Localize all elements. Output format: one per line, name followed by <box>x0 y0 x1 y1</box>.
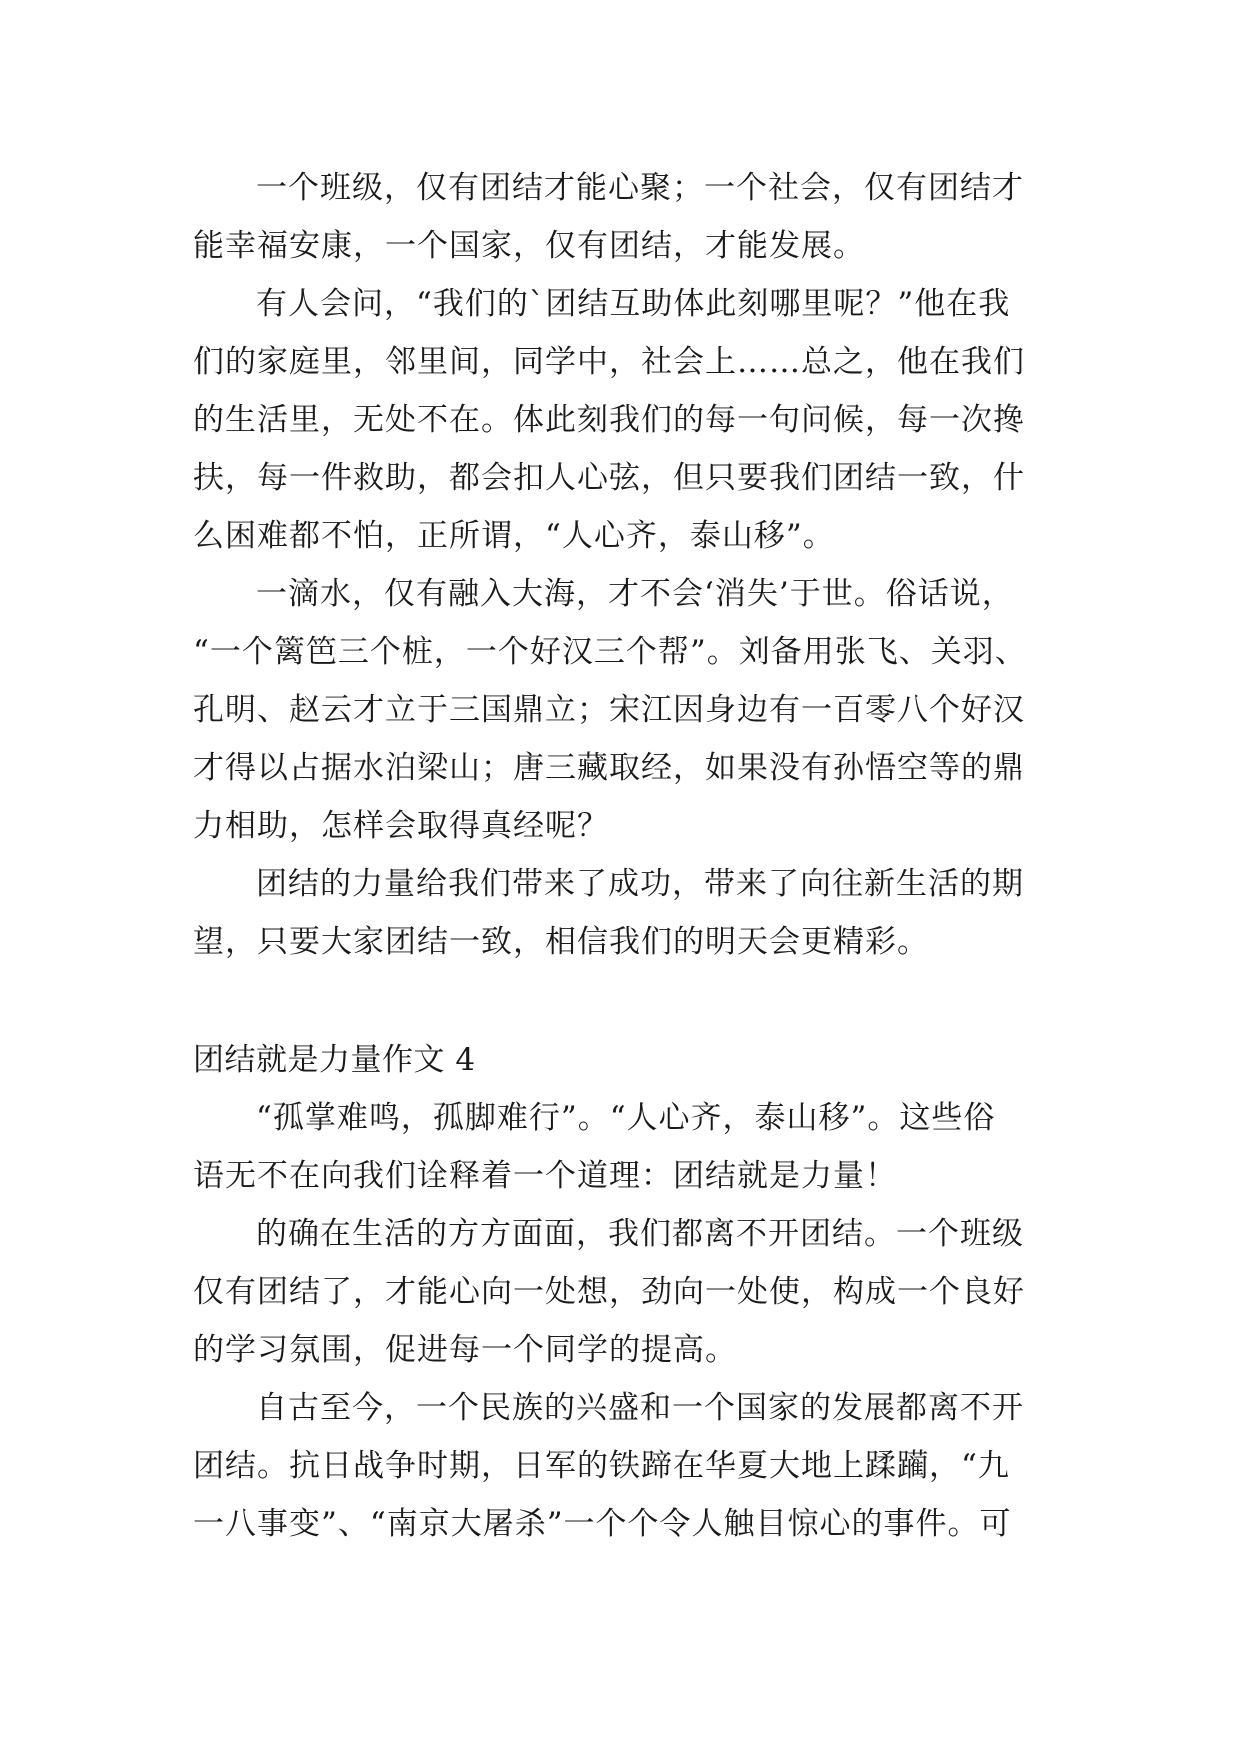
text-line: 扶，每一件救助，都会扣人心弦，但只要我们团结一致，什 <box>193 460 1025 496</box>
text-line: “一个篱笆三个桩，一个好汉三个帮”。刘备用张飞、关羽、 <box>193 634 1027 670</box>
text-line: 孔明、赵云才立于三国鼎立；宋江因身边有一百零八个好汉 <box>193 692 1025 728</box>
text-line: 么困难都不怕，正所谓，“人心齐，泰山移”。 <box>193 518 835 554</box>
text-line: 的确在生活的方方面面，我们都离不开团结。一个班级 <box>256 1216 1024 1252</box>
text-line: 望，只要大家团结一致，相信我们的明天会更精彩。 <box>193 924 929 960</box>
text-line: 力相助，怎样会取得真经呢？ <box>193 808 609 844</box>
text-line: 的生活里，无处不在。体此刻我们的每一句问候，每一次搀 <box>193 402 1025 438</box>
section-heading: 团结就是力量作文 4 <box>193 1042 476 1078</box>
text-line: 能幸福安康，一个国家，仅有团结，才能发展。 <box>193 228 865 264</box>
text-line: 们的家庭里，邻里间，同学中，社会上……总之，他在我们 <box>193 344 1025 380</box>
text-line: “孤掌难鸣，孤脚难行”。“人心齐，泰山移”。这些俗 <box>256 1100 996 1136</box>
text-line: 仅有团结了，才能心向一处想，劲向一处使，构成一个良好 <box>193 1274 1025 1310</box>
text-line: 团结的力量给我们带来了成功，带来了向往新生活的期 <box>256 866 1024 902</box>
text-line: 有人会问，“我们的`团结互助体此刻哪里呢？”他在我 <box>256 286 1011 322</box>
text-line: 自古至今，一个民族的兴盛和一个国家的发展都离不开 <box>256 1390 1024 1426</box>
text-line: 一滴水，仅有融入大海，才不会‘消失’于世。俗话说， <box>256 576 1014 612</box>
text-line: 一个班级，仅有团结才能心聚；一个社会，仅有团结才 <box>256 170 1024 206</box>
text-line: 的学习氛围，促进每一个同学的提高。 <box>193 1332 737 1368</box>
text-line: 语无不在向我们诠释着一个道理：团结就是力量！ <box>193 1158 897 1194</box>
text-line: 一八事变”、“南京大屠杀”一个个令人触目惊心的事件。可 <box>193 1506 1012 1542</box>
text-line: 才得以占据水泊梁山；唐三藏取经，如果没有孙悟空等的鼎 <box>193 750 1025 786</box>
text-line: 团结。抗日战争时期，日军的铁蹄在华夏大地上蹂躏，“九 <box>193 1448 1010 1484</box>
